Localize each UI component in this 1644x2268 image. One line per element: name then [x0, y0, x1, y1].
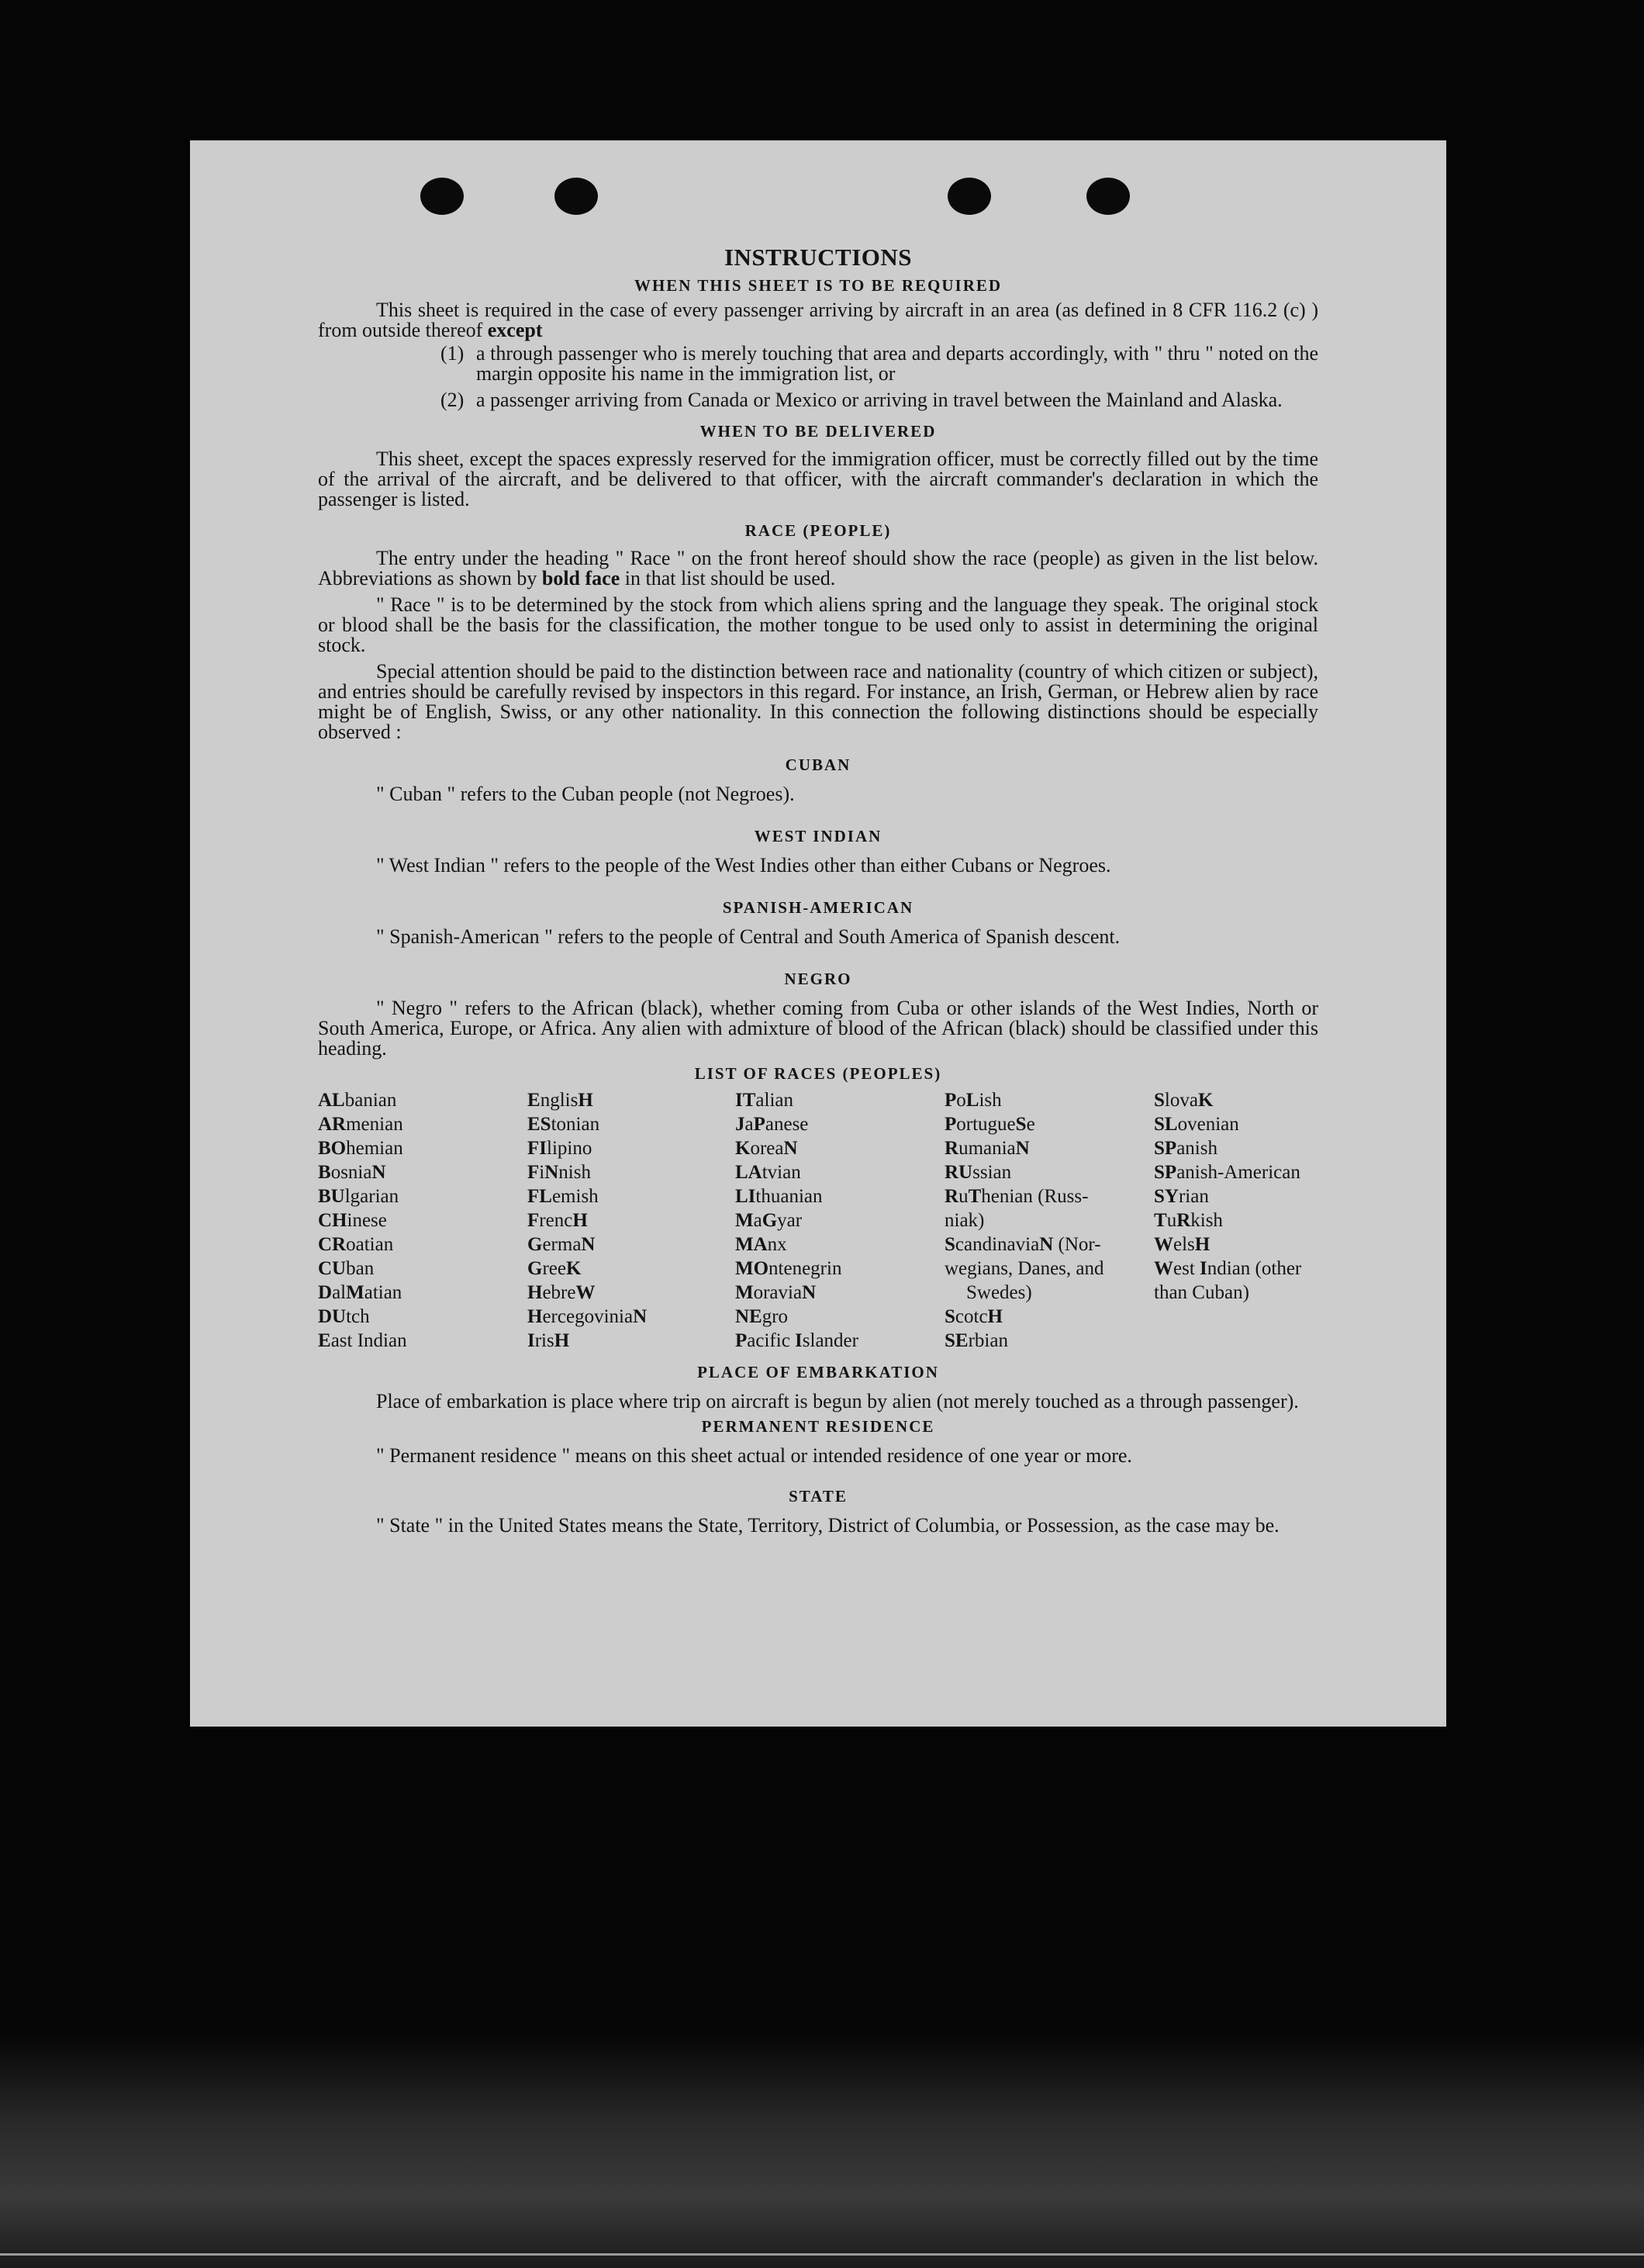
race-abbreviation: T [968, 1186, 982, 1207]
race-entry [318, 1329, 527, 1353]
race-name-part: lgarian [344, 1186, 399, 1207]
race-entry [945, 1160, 1154, 1184]
race-entry [1154, 1184, 1318, 1208]
race-name-part: ortugue [956, 1114, 1016, 1135]
race-name-part: nx [767, 1234, 787, 1255]
race-entry [527, 1160, 735, 1184]
race-abbreviation: T [1154, 1210, 1167, 1231]
race-entry [735, 1088, 945, 1112]
race-abbreviation: LI [735, 1186, 756, 1207]
race-entry [527, 1329, 735, 1353]
race-entry [945, 1329, 1154, 1353]
race-name-part: ndian (other [1207, 1258, 1302, 1279]
heading-required: WHEN THIS SHEET IS TO BE REQUIRED [634, 276, 1003, 295]
race-entry [945, 1305, 1154, 1329]
required-intro: This sheet is required in the case of every passenger arriving by aircraft in an area (as defined in 8 CFR 116.2 (c) ) from outside thereof except [318, 299, 1318, 341]
race-name-part: thuanian [755, 1186, 823, 1207]
race-entry [945, 1112, 1154, 1136]
spanish-american-text: " Spanish-American " refers to the people of Central and South America of Spanish descent. [376, 925, 1121, 948]
race-abbreviation: I [1200, 1258, 1207, 1279]
race-abbreviation: S [1015, 1114, 1027, 1135]
race-name-part: banian [344, 1090, 397, 1111]
race-abbreviation: FL [527, 1186, 552, 1207]
race-paragraph-1: The entry under the heading " Race " on the front hereof should show the race (people) as given in the list below. Abbreviations as shown by bold face in that list should be used. [318, 547, 1318, 589]
exception-item: (2) a passenger arriving from Canada or Mexico or arriving in travel between the Mainland and Alaska. [440, 389, 1283, 411]
race-abbreviation: H [527, 1282, 543, 1303]
race-name-part: (Nor- [1053, 1234, 1101, 1255]
race-abbreviation: H [987, 1306, 1003, 1327]
race-name-part: tch [346, 1306, 370, 1327]
race-abbreviation: SP [1154, 1138, 1177, 1159]
race-abbreviation: MO [735, 1258, 769, 1279]
race-abbreviation: SL [1154, 1114, 1178, 1135]
race-name-part: renc [539, 1210, 573, 1231]
race-name-continuation: wegians, Danes, and Swedes) [945, 1258, 1104, 1303]
race-column [1154, 1088, 1318, 1353]
race-abbreviation: E [318, 1330, 331, 1351]
page-title: INSTRUCTIONS [724, 244, 912, 271]
race-entry [1154, 1257, 1318, 1305]
race-entry [945, 1136, 1154, 1160]
race-name-part: rian [1178, 1186, 1209, 1207]
race-name-part: lova [1164, 1090, 1198, 1111]
west-indian-text: " West Indian " refers to the people of the West Indies other than either Cubans or Negroes. [376, 854, 1111, 876]
race-abbreviation: W [575, 1282, 596, 1303]
race-abbreviation: LA [735, 1162, 762, 1183]
race-name-part: hemian [346, 1138, 403, 1159]
heading-delivered: WHEN TO BE DELIVERED [699, 422, 937, 441]
exception-list [440, 344, 1318, 410]
residence-text: " Permanent residence " means on this sheet actual or intended residence of one year or more. [376, 1444, 1132, 1467]
race-abbreviation: J [735, 1114, 745, 1135]
race-entry [318, 1160, 527, 1184]
race-name-part: candinavia [955, 1234, 1040, 1255]
race-abbreviation: P [945, 1114, 957, 1135]
race-abbreviation: H [1194, 1234, 1211, 1255]
race-entry [318, 1281, 527, 1305]
race-abbreviation: I [527, 1330, 535, 1351]
race-abbreviation: H [572, 1210, 588, 1231]
race-entry [318, 1257, 527, 1281]
race-name-part: ntenegrin [768, 1258, 842, 1279]
race-entry [318, 1184, 527, 1208]
race-abbreviation: P [735, 1330, 748, 1351]
race-abbreviation: BO [318, 1138, 347, 1159]
scanner-background [0, 2032, 1644, 2268]
race-column [318, 1088, 527, 1353]
race-abbreviation: K [1197, 1090, 1214, 1111]
race-abbreviation: G [527, 1258, 543, 1279]
state-text: " State " in the United States means the State, Territory, District of Columbia, or Possession, as the case may be. [376, 1514, 1280, 1537]
race-entry [735, 1305, 945, 1329]
heading-negro: NEGRO [784, 970, 852, 988]
race-entry [1154, 1160, 1318, 1184]
race-abbreviation: W [1154, 1234, 1173, 1255]
race-name-part: yar [777, 1210, 803, 1231]
race-abbreviation: S [945, 1306, 955, 1327]
race-name-part: ish [979, 1090, 1002, 1111]
race-abbreviation: L [965, 1090, 979, 1111]
race-name-part: slander [802, 1330, 858, 1351]
race-name-part: menian [346, 1114, 403, 1135]
race-abbreviation: DU [318, 1306, 347, 1327]
race-entry [318, 1233, 527, 1257]
race-entry [527, 1136, 735, 1160]
heading-residence: PERMANENT RESIDENCE [701, 1417, 935, 1436]
race-name-part: nish [558, 1162, 591, 1183]
race-entry [527, 1257, 735, 1281]
race-name-part: i [539, 1162, 545, 1183]
race-name-part: anish-American [1176, 1162, 1300, 1183]
race-abbreviation: NE [735, 1306, 762, 1327]
race-name-part: a [753, 1210, 762, 1231]
race-column [735, 1088, 945, 1353]
race-name-part: ris [534, 1330, 554, 1351]
race-name-part: a [744, 1114, 754, 1135]
heading-west-indian: WEST INDIAN [754, 827, 882, 845]
race-name-part: anish [1176, 1138, 1217, 1159]
race-abbreviation: N [1015, 1138, 1030, 1159]
race-abbreviation: FI [527, 1138, 547, 1159]
race-name-part: umania [958, 1138, 1016, 1159]
race-name-part: cotc [955, 1306, 988, 1327]
race-abbreviation: S [1154, 1090, 1165, 1111]
heading-embarkation: PLACE OF EMBARKATION [697, 1363, 939, 1381]
race-name-part: ercegovinia [542, 1306, 634, 1327]
cuban-text: " Cuban " refers to the Cuban people (not Negroes). [376, 783, 795, 805]
race-entry [1154, 1112, 1318, 1136]
race-entry [527, 1281, 735, 1305]
race-abbreviation: SP [1154, 1162, 1177, 1183]
race-paragraph-2: " Race " is to be determined by the stock from which aliens spring and the language they speak. The original stock or blood shall be the basis for the classification, the mother tongue to be used only to assist in determining the original stock. [318, 593, 1318, 656]
race-name-part: ovenian [1177, 1114, 1239, 1135]
race-list [318, 1088, 1318, 1353]
race-name-part: o [956, 1090, 966, 1111]
scanner-edge-line [0, 2253, 1644, 2256]
race-name-part: oatian [346, 1234, 394, 1255]
race-name-part: osnia [330, 1162, 372, 1183]
race-abbreviation: F [527, 1210, 540, 1231]
race-abbreviation: SY [1154, 1186, 1179, 1207]
race-abbreviation: W [1154, 1258, 1173, 1279]
race-entry [1154, 1233, 1318, 1257]
race-name-part: inese [347, 1210, 387, 1231]
delivered-text: This sheet, except the spaces expressly reserved for the immigration officer, must be correctly filled out by the time of the arrival of the aircraft, and be delivered to that officer, with the aircraft commander's declaration in which the passenger is listed. [318, 448, 1318, 510]
heading-race: RACE (PEOPLE) [744, 521, 892, 540]
race-name-part: ree [542, 1258, 566, 1279]
race-name-part: gro [762, 1306, 789, 1327]
race-abbreviation: CH [318, 1210, 347, 1231]
race-entry [527, 1305, 735, 1329]
race-entry [527, 1112, 735, 1136]
race-entry [318, 1112, 527, 1136]
race-name-part: atian [364, 1282, 402, 1303]
punch-hole [948, 178, 991, 215]
race-abbreviation: IT [735, 1090, 756, 1111]
race-abbreviation: M [735, 1210, 754, 1231]
race-abbreviation: N [783, 1138, 798, 1159]
race-paragraph-3: Special attention should be paid to the distinction between race and nationality (country of which citizen or subject), and entries should be carefully revised by inspectors in this regard. For instance, an Irish, German, or Hebrew alien by race might be of English, Swiss, or any other nationality. In this connection the following distinctions should be especially observed : [318, 660, 1318, 743]
race-abbreviation: E [527, 1090, 541, 1111]
race-name-continuation: niak) [945, 1210, 985, 1231]
race-abbreviation: G [527, 1234, 543, 1255]
race-name-part: nglis [540, 1090, 579, 1111]
race-abbreviation: RU [945, 1162, 973, 1183]
heading-race-list: LIST OF RACES (PEOPLES) [694, 1064, 942, 1083]
race-name-part: henian (Russ- [981, 1186, 1089, 1207]
race-name-part: ebre [542, 1282, 576, 1303]
race-entry [318, 1136, 527, 1160]
race-entry [1154, 1208, 1318, 1233]
race-entry [735, 1281, 945, 1305]
race-name-continuation: than Cuban) [1154, 1282, 1249, 1303]
race-entry [527, 1233, 735, 1257]
race-abbreviation: R [945, 1186, 959, 1207]
race-abbreviation: R [1176, 1210, 1191, 1231]
embarkation-text: Place of embarkation is place where trip on aircraft is begun by alien (not merely touched as a through passenger). [376, 1390, 1299, 1412]
race-abbreviation: ES [527, 1114, 551, 1135]
race-abbreviation: H [554, 1330, 570, 1351]
race-entry [945, 1184, 1154, 1233]
race-abbreviation: N [581, 1234, 596, 1255]
race-abbreviation: I [795, 1330, 803, 1351]
document-page [190, 140, 1446, 1727]
race-name-part: u [1166, 1210, 1177, 1231]
race-abbreviation: N [633, 1306, 648, 1327]
race-abbreviation: BU [318, 1186, 345, 1207]
race-abbreviation: CU [318, 1258, 347, 1279]
race-name-part: oravia [753, 1282, 803, 1303]
race-name-part: acific [747, 1330, 796, 1351]
race-entry [318, 1208, 527, 1233]
race-abbreviation: K [735, 1138, 751, 1159]
race-name-part: ast Indian [330, 1330, 407, 1351]
race-entry [527, 1088, 735, 1112]
race-name-part: ssian [972, 1162, 1012, 1183]
race-abbreviation: P [753, 1114, 765, 1135]
race-name-part: ban [346, 1258, 375, 1279]
race-entry [735, 1233, 945, 1257]
race-abbreviation: H [578, 1090, 593, 1111]
race-name-part: emish [551, 1186, 599, 1207]
race-entry [945, 1088, 1154, 1112]
race-name-part: orea [750, 1138, 784, 1159]
punch-hole [1086, 178, 1130, 215]
race-name-part: est [1173, 1258, 1200, 1279]
race-name-part: lipino [547, 1138, 592, 1159]
race-abbreviation: P [945, 1090, 957, 1111]
race-abbreviation: G [762, 1210, 778, 1231]
race-abbreviation: N [802, 1282, 817, 1303]
race-name-part: tonian [551, 1114, 600, 1135]
race-abbreviation: K [565, 1258, 582, 1279]
race-abbreviation: D [318, 1282, 333, 1303]
race-abbreviation: B [318, 1162, 331, 1183]
race-abbreviation: F [527, 1162, 540, 1183]
race-name-part: tvian [762, 1162, 801, 1183]
race-name-part: rbian [968, 1330, 1008, 1351]
race-entry [735, 1329, 945, 1353]
race-name-part: kish [1190, 1210, 1223, 1231]
race-column [945, 1088, 1154, 1353]
instructions-content [318, 243, 1318, 1536]
race-entry [735, 1136, 945, 1160]
race-abbreviation: H [527, 1306, 543, 1327]
negro-text: " Negro " refers to the African (black), whether coming from Cuba or other islands of the West Indies, North or South America, Europe, or Africa. Any alien with admixture of blood of the African (black) should be classified under this heading. [318, 997, 1318, 1060]
punch-hole [420, 178, 464, 215]
race-name-part: erma [542, 1234, 582, 1255]
race-entry [527, 1208, 735, 1233]
race-abbreviation: N [544, 1162, 559, 1183]
race-abbreviation: M [346, 1282, 364, 1303]
race-abbreviation: M [735, 1282, 754, 1303]
heading-spanish-american: SPANISH-AMERICAN [722, 898, 914, 917]
punch-hole [554, 178, 598, 215]
race-entry [527, 1184, 735, 1208]
race-entry [945, 1233, 1154, 1305]
race-name-part: els [1173, 1234, 1195, 1255]
race-abbreviation: R [945, 1138, 959, 1159]
race-name-part: u [958, 1186, 969, 1207]
race-entry [318, 1088, 527, 1112]
race-entry [735, 1184, 945, 1208]
race-name-part: anese [765, 1114, 809, 1135]
race-entry [318, 1305, 527, 1329]
race-abbreviation: MA [735, 1234, 768, 1255]
race-entry [1154, 1088, 1318, 1112]
exception-item: (1) a through passenger who is merely touching that area and departs accordingly, with " thru " noted on the margin opposite his name in the immigration list, or [440, 342, 1318, 385]
race-abbreviation: AR [318, 1114, 347, 1135]
race-entry [735, 1160, 945, 1184]
race-abbreviation: CR [318, 1234, 347, 1255]
race-entry [735, 1208, 945, 1233]
race-name-part: e [1026, 1114, 1035, 1135]
race-name-part: al [332, 1282, 347, 1303]
race-column [527, 1088, 735, 1353]
heading-cuban: CUBAN [785, 755, 851, 774]
race-entry [1154, 1136, 1318, 1160]
race-abbreviation: SE [945, 1330, 969, 1351]
heading-state: STATE [789, 1487, 848, 1506]
race-entry [735, 1112, 945, 1136]
race-abbreviation: N [1039, 1234, 1054, 1255]
race-name-part: alian [755, 1090, 793, 1111]
race-abbreviation: AL [318, 1090, 345, 1111]
race-abbreviation: N [371, 1162, 386, 1183]
race-entry [735, 1257, 945, 1281]
race-abbreviation: S [945, 1234, 955, 1255]
